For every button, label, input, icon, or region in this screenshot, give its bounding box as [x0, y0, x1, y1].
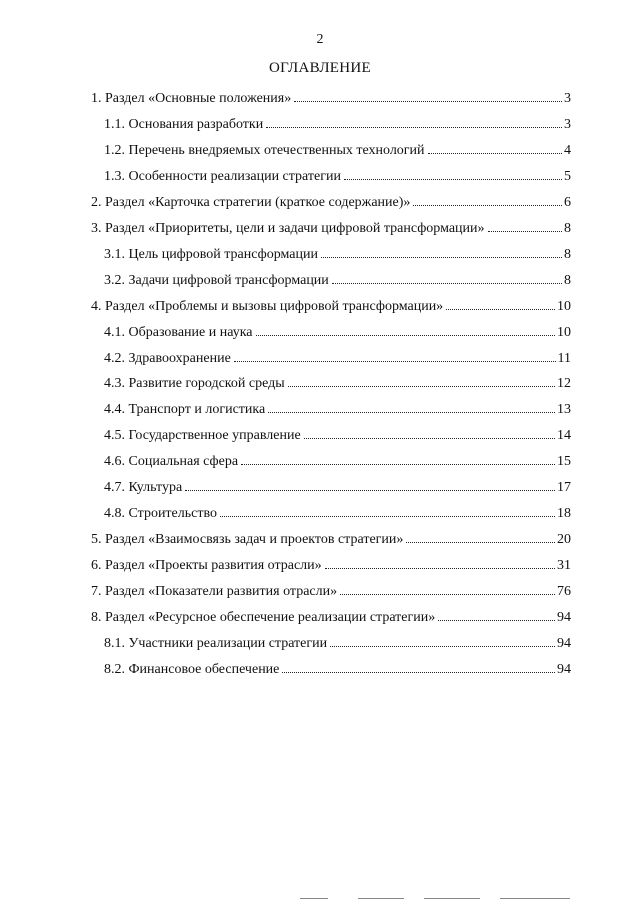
toc-entry-title: 1.3. Особенности реализации стратегии: [104, 168, 341, 184]
toc-dot-leader: [266, 127, 562, 128]
toc-page-number: 18: [557, 506, 571, 522]
toc-page-number: 3: [564, 91, 571, 106]
toc-page-number: 4: [564, 142, 571, 158]
toc-dot-leader: [488, 231, 562, 232]
toc-dot-leader: [304, 438, 555, 439]
toc-entry-title: 4.5. Государственное управление: [104, 428, 301, 444]
toc-page-number: 15: [557, 454, 571, 470]
toc-entry[interactable]: [104, 505, 571, 523]
page-title: ОГЛАВЛЕНИЕ: [269, 60, 371, 76]
toc-entry-title: 3. Раздел «Приоритеты, цели и задачи цифровой трансформации»: [91, 220, 485, 236]
toc-entry-title: 4.3. Развитие городской среды: [104, 376, 285, 392]
toc-entry[interactable]: [91, 90, 571, 108]
toc-entry[interactable]: [91, 298, 571, 316]
toc-entry[interactable]: [104, 479, 571, 497]
toc-entry-title: 4. Раздел «Проблемы и вызовы цифровой трансформации»: [91, 298, 444, 314]
toc-entry-title: 4.2. Здравоохранение: [104, 350, 231, 366]
toc-dot-leader: [234, 361, 556, 362]
toc-entry[interactable]: [104, 350, 571, 368]
toc-entry[interactable]: [104, 375, 571, 393]
toc-entry-title: 1. Раздел «Основные положения»: [91, 91, 292, 106]
toc-dot-leader: [428, 153, 562, 154]
toc-entry-title: 8.1. Участники реализации стратегии: [104, 635, 328, 651]
toc-page-number: 76: [557, 584, 571, 599]
toc-entry-title: 8. Раздел «Ресурсное обеспечение реализации стратегии»: [91, 610, 436, 625]
toc-entry[interactable]: [91, 557, 571, 575]
toc-dot-leader: [446, 309, 555, 310]
toc-dot-leader: [330, 646, 555, 647]
toc-entry-title: 5. Раздел «Взаимосвязь задач и проектов стратегии»: [91, 532, 404, 548]
toc-page-number: 14: [557, 428, 571, 444]
toc-entry[interactable]: [91, 531, 571, 549]
toc-entry[interactable]: [104, 453, 571, 471]
toc-dot-leader: [256, 335, 555, 336]
toc-page-number: 94: [557, 661, 571, 677]
toc-entry[interactable]: [104, 401, 571, 419]
toc-entry-title: 4.7. Культура: [104, 480, 183, 496]
toc-entry[interactable]: [104, 635, 571, 653]
toc-entry-title: 2. Раздел «Карточка стратегии (краткое содержание)»: [91, 194, 411, 210]
toc-page-number: 94: [557, 610, 571, 625]
toc-entry[interactable]: [91, 583, 571, 601]
toc-entry-title: 3.1. Цель цифровой трансформации: [104, 246, 318, 262]
toc-page-number: 17: [557, 480, 571, 496]
toc-entry-title: 1.1. Основания разработки: [104, 117, 264, 132]
toc-dot-leader: [282, 672, 555, 673]
toc-entry[interactable]: [104, 661, 571, 679]
toc-entry[interactable]: [104, 272, 571, 290]
toc-dot-leader: [288, 386, 555, 387]
toc-entry-title: 8.2. Финансовое обеспечение: [104, 661, 280, 677]
toc-dot-leader: [332, 283, 562, 284]
toc-dot-leader: [325, 568, 555, 569]
toc-page-number: 6: [564, 194, 571, 210]
toc-entry[interactable]: [91, 220, 571, 238]
toc-entry-title: 4.4. Транспорт и логистика: [104, 402, 266, 418]
page-number: 2: [316, 32, 324, 47]
toc-entry[interactable]: [104, 324, 571, 342]
toc-entry[interactable]: [104, 168, 571, 186]
toc-dot-leader: [340, 594, 555, 595]
toc-entry[interactable]: [104, 246, 571, 264]
toc-page-number: 12: [557, 376, 571, 392]
toc-dot-leader: [438, 620, 555, 621]
toc-page-number: 20: [557, 532, 571, 548]
toc-page-number: 94: [557, 635, 571, 651]
toc-entry-title: 4.1. Образование и наука: [104, 324, 253, 340]
toc-entry-title: 4.8. Строительство: [104, 506, 217, 522]
toc-entry-title: 7. Раздел «Показатели развития отрасли»: [91, 584, 338, 599]
toc-page-number: 10: [557, 324, 571, 340]
toc-dot-leader: [321, 257, 562, 258]
toc-dot-leader: [241, 464, 555, 465]
toc-page-number: 8: [564, 272, 571, 288]
toc-entry[interactable]: [104, 427, 571, 445]
toc-page-number: 11: [557, 350, 571, 366]
toc-page-number: 10: [557, 298, 571, 314]
toc-dot-leader: [406, 542, 555, 543]
toc-dot-leader: [220, 516, 555, 517]
toc-dot-leader: [185, 490, 555, 491]
toc-entry-title: 3.2. Задачи цифровой трансформации: [104, 272, 329, 288]
toc-page-number: 13: [557, 402, 571, 418]
toc-page-number: 5: [564, 168, 571, 184]
toc-entry[interactable]: [91, 609, 571, 627]
toc-page-number: 8: [564, 246, 571, 262]
scan-artifact: [300, 898, 600, 902]
toc-dot-leader: [294, 101, 562, 102]
toc-dot-leader: [268, 412, 555, 413]
toc-entry[interactable]: [91, 194, 571, 212]
toc-page-number: 3: [564, 117, 571, 132]
toc-entry-title: 6. Раздел «Проекты развития отрасли»: [91, 558, 322, 574]
toc-entry[interactable]: [104, 142, 571, 160]
toc-entry-title: 1.2. Перечень внедряемых отечественных технологий: [104, 142, 425, 158]
toc-entry-title: 4.6. Социальная сфера: [104, 454, 239, 470]
toc-page-number: 8: [564, 220, 571, 236]
toc-dot-leader: [413, 205, 562, 206]
toc-page-number: 31: [557, 558, 571, 574]
toc-entry[interactable]: [104, 116, 571, 134]
toc-dot-leader: [344, 179, 562, 180]
